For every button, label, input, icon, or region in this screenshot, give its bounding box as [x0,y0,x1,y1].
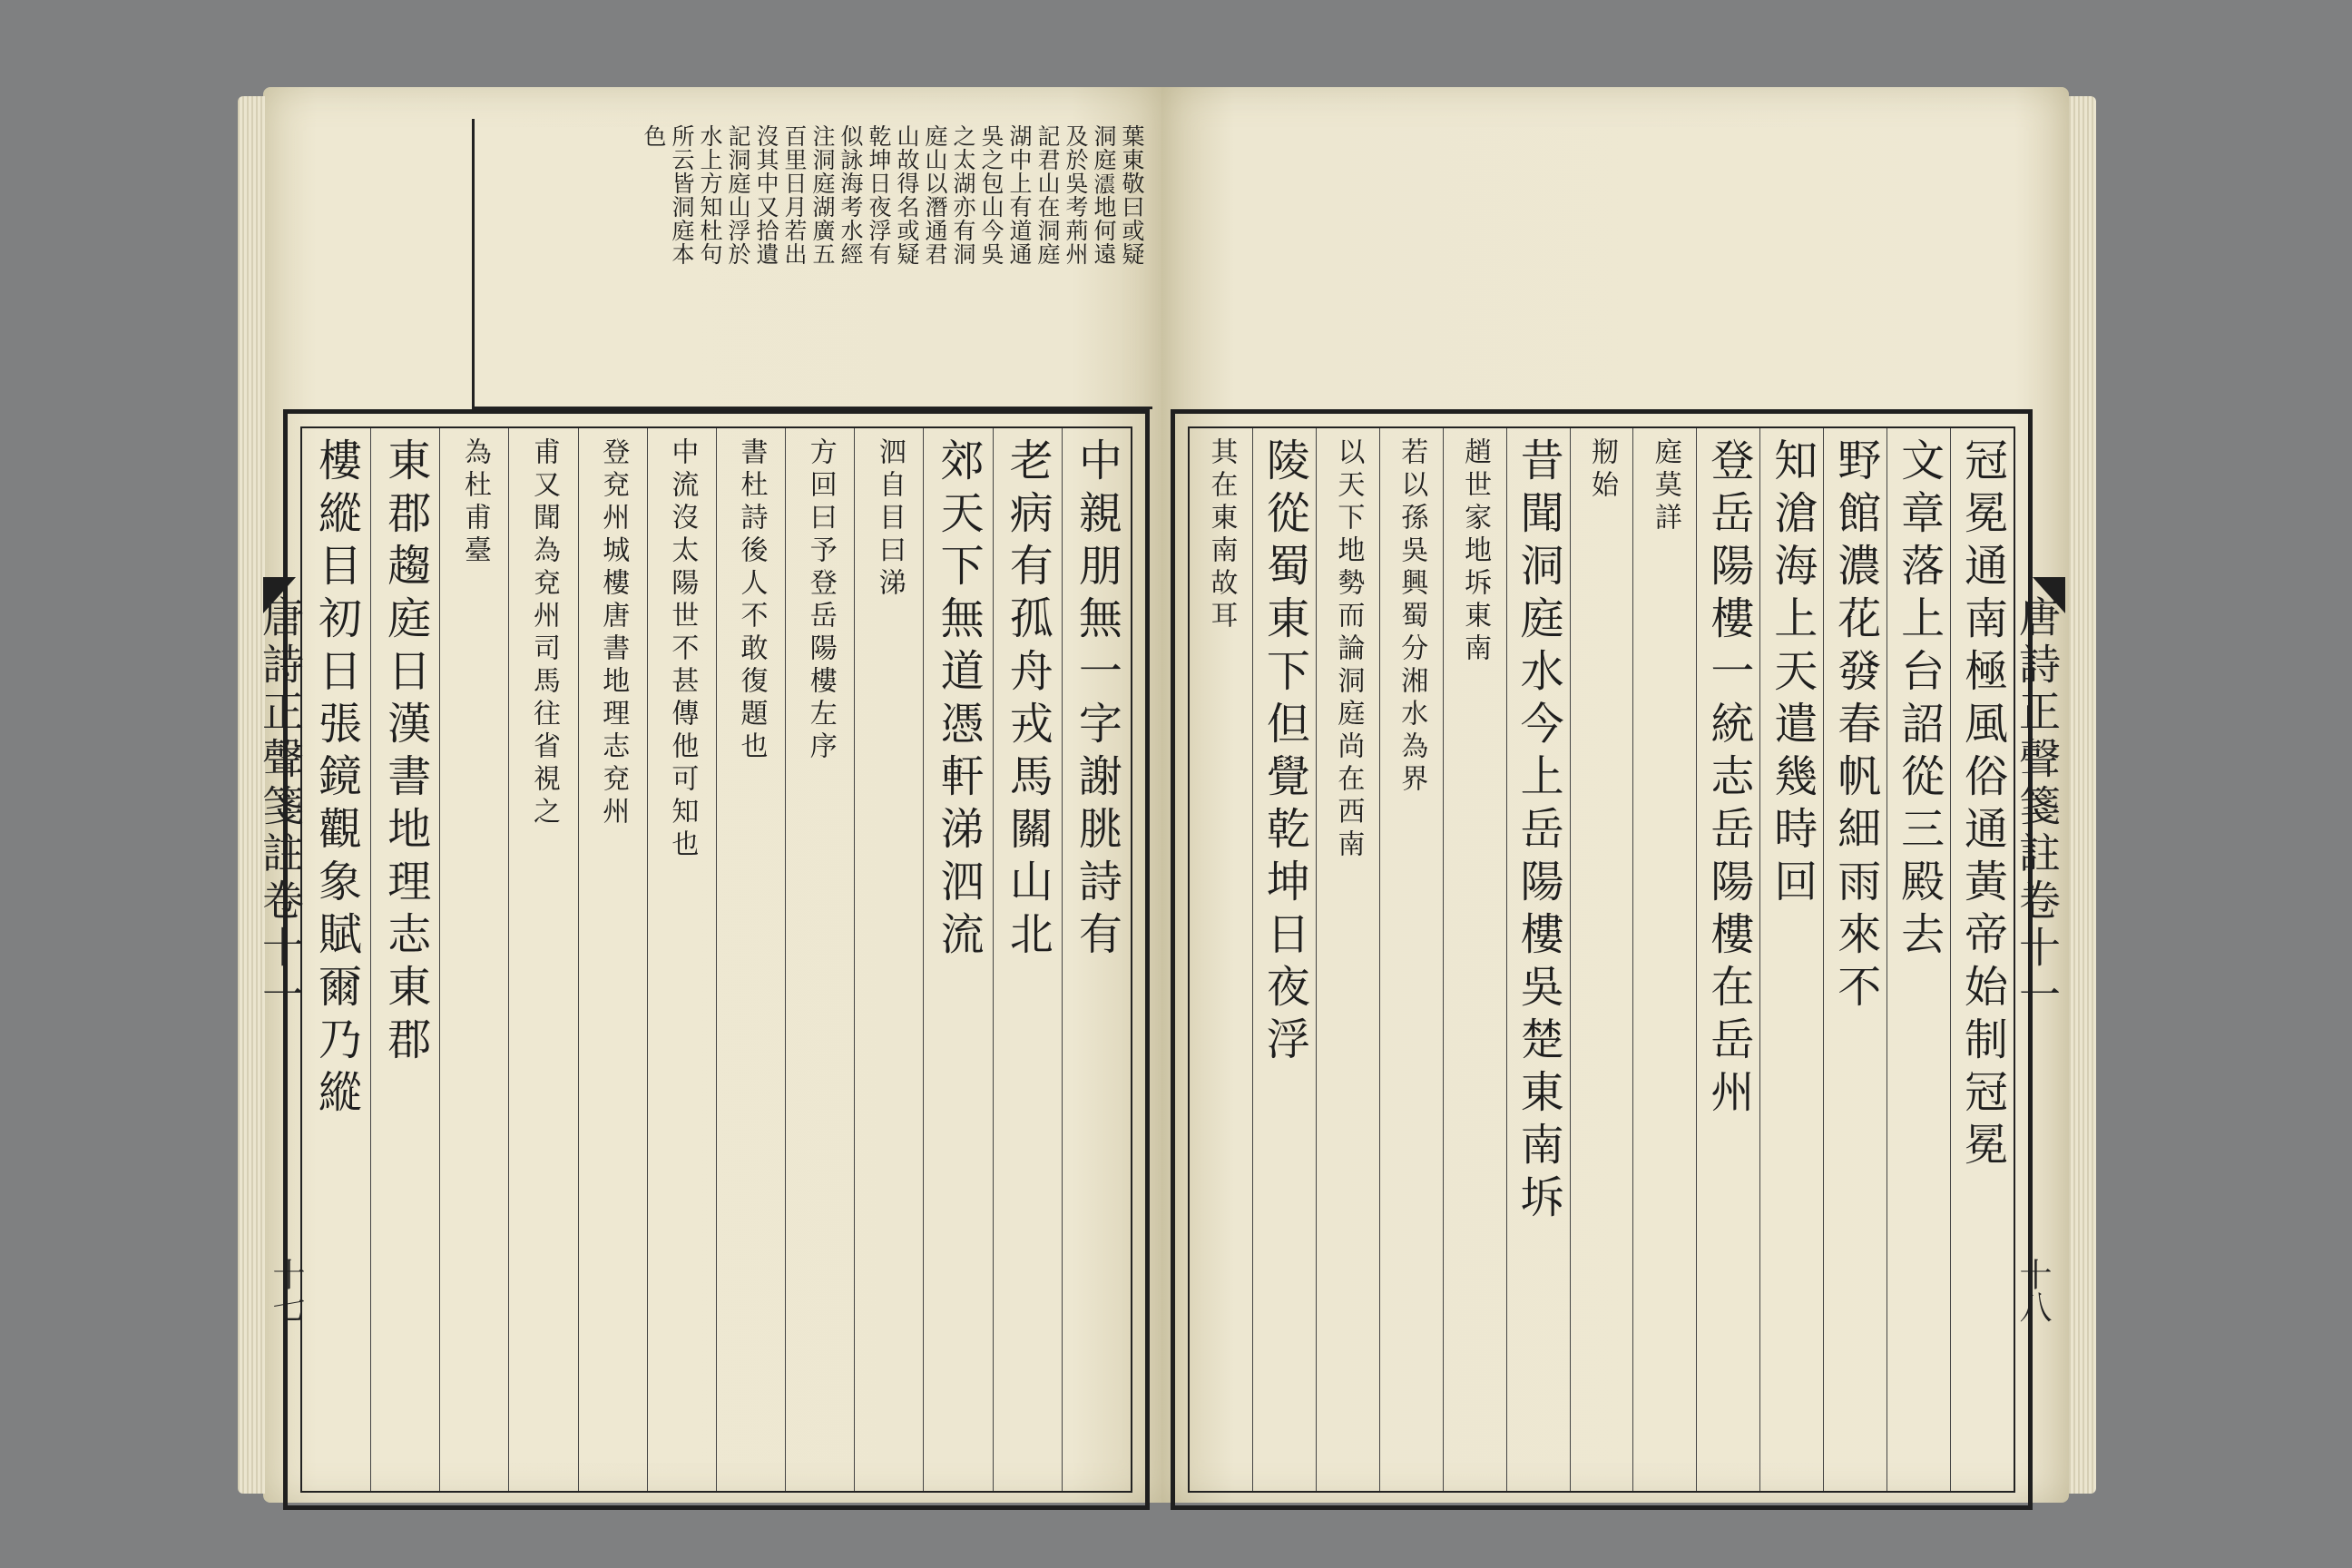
header-note-col: 葉東敬曰或疑 [1119,124,1145,266]
text-column: 登岳陽樓一統志岳陽樓在岳州 [1696,428,1759,1491]
text-column: 登兗州城樓唐書地理志兗州 [578,428,647,1491]
header-note-col: 注洞庭湖廣五 [809,124,836,266]
header-note-col: 沒其中又拾遺 [753,124,779,266]
header-note-col: 湖中上有道通 [1006,124,1033,266]
text-column: 書杜詩後人不敢復題也 [716,428,785,1491]
folio-number: 十七 [268,1258,305,1323]
text-column: 若以孫吳興蜀分湘水為界 [1379,428,1443,1491]
left-page [256,87,1161,1503]
right-page-stack [2069,96,2096,1494]
text-column: 知滄海上天遣幾時回 [1759,428,1823,1491]
margin-title: 唐詩正聲箋註卷十一 [2013,595,2062,1020]
header-note-col: 之太湖亦有洞 [950,124,976,266]
header-note-col: 庭山以潛通君 [922,124,948,266]
header-annotation [472,119,1152,409]
text-column: 甫又聞為兗州司馬往省視之 [508,428,577,1491]
text-column: 剏始 [1570,428,1633,1491]
header-note-col: 水上方知杜句 [697,124,723,266]
text-column: 趙世家地坼東南 [1443,428,1506,1491]
header-note-col: 色 [641,124,667,148]
text-column: 庭莫詳 [1632,428,1696,1491]
text-column: 樓縱目初日張鏡觀象賦爾乃縱 [310,437,362,1122]
open-book [256,87,2069,1503]
header-note-col: 百里日月若出 [781,124,808,266]
text-column: 泗自目曰涕 [854,428,923,1491]
header-note-col: 乾坤日夜浮有 [866,124,892,266]
text-frame [1171,409,2033,1510]
text-column: 中流沒太陽世不甚傳他可知也 [647,428,716,1491]
header-note-col: 洞庭𤂪地何遠 [1091,124,1117,266]
text-column: 以天下地勢而論洞庭尚在西南 [1316,428,1379,1491]
text-frame [283,409,1150,1510]
text-column: 方回曰予登岳陽樓左序 [785,428,854,1491]
text-column: 為杜甫臺 [439,428,508,1491]
text-column: 東郡趨庭日漢書地理志東郡 [370,428,439,1491]
text-column: 野館濃花發春帆細雨來不 [1823,428,1886,1491]
text-column: 昔聞洞庭水今上岳陽樓吳楚東南坼 [1506,428,1570,1491]
folio-number: 十八 [2014,1258,2052,1323]
header-note-col: 所云皆洞庭本 [669,124,695,266]
text-column: 文章落上台詔從三殿去 [1886,428,1950,1491]
text-column: 老病有孤舟戎馬關山北 [993,428,1062,1491]
right-page [1161,87,2069,1503]
header-note-col: 似詠海考水經 [838,124,864,266]
header-note-col: 吳之包山今吳 [978,124,1004,266]
text-column: 冠冕通南極風俗通黃帝始制冠冕 [1950,428,2014,1491]
text-column: 中親朋無一字謝朓詩有 [1062,428,1131,1491]
text-column: 其在東南故耳 [1205,437,1238,633]
header-note-col: 山故得名或疑 [894,124,920,266]
text-column: 郊天下無道憑軒涕泗流 [923,428,992,1491]
header-note-col: 記洞庭山浮於 [725,124,751,266]
header-note-col: 及於吳考荊州 [1063,124,1089,266]
margin-title: 唐詩正聲箋註卷十一 [256,595,305,1020]
text-column: 陵從蜀東下但覺乾坤日夜浮 [1252,428,1316,1491]
header-note-col: 記君山在洞庭 [1034,124,1061,266]
